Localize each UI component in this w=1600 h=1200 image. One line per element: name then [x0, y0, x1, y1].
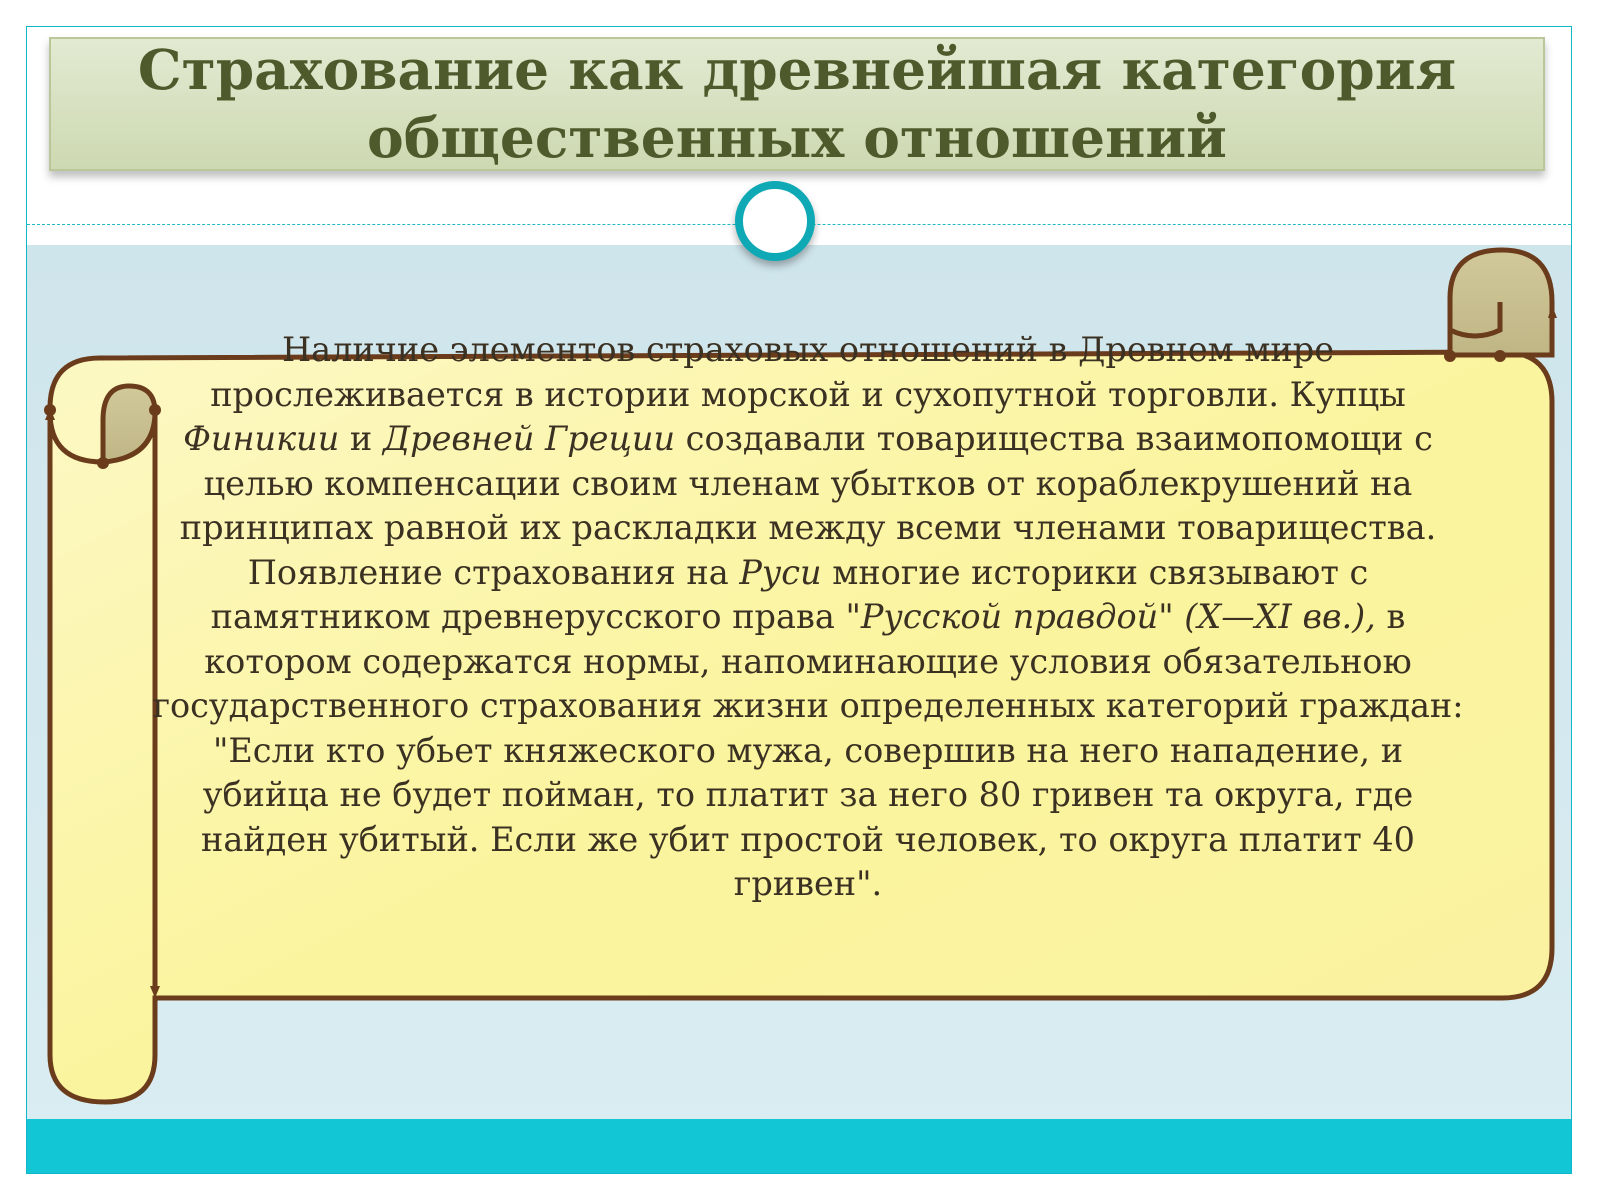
- paragraph2-text-2: многие историки связывают с памятником древнерусского права ": [210, 552, 1369, 636]
- title-line-1: Страхование как древнейшая категория: [137, 37, 1457, 102]
- paragraph-rus: [148, 551, 1468, 907]
- paragraph1-text-1: Наличие элементов страховых отношений в Древнем мире прослеживается в истории морской и сухопутной торговли. Купцы: [210, 330, 1406, 414]
- paragraph1-italic-greece: Древней Греции: [382, 419, 676, 458]
- paragraph-ancient-world: [148, 328, 1468, 551]
- paragraph1-italic-phoenicia: Финикии: [183, 419, 340, 458]
- paragraph2-italic-russkaya-pravda: Русской правдой" (X—XI вв.),: [860, 597, 1376, 636]
- scroll-text: [148, 328, 1468, 948]
- paragraph2-text-1: Появление страхования на: [247, 552, 740, 592]
- paragraph1-text-3: создавали товарищества взаимопомощи с целью компенсации своим членам убытков от кораблекрушений на принципах равной их раскладки между всеми членами товарищества.: [179, 419, 1437, 547]
- paragraph1-text-2: и: [339, 419, 383, 458]
- paragraph2-text-3: в котором содержатся нормы, напоминающие условия обязательною государственного страхования жизни определенных категорий граждан: "Если кто убьет княжеского мужа, совершив на него нападение, и убийца не будет пойман, то платит за него 80 гривен та округа, где найден убитый. Если же убит простой человек, то округа платит 40 гривен".: [152, 597, 1464, 903]
- title-line-2: общественных отношений: [367, 105, 1227, 170]
- paragraph2-italic-rus: Руси: [739, 552, 822, 592]
